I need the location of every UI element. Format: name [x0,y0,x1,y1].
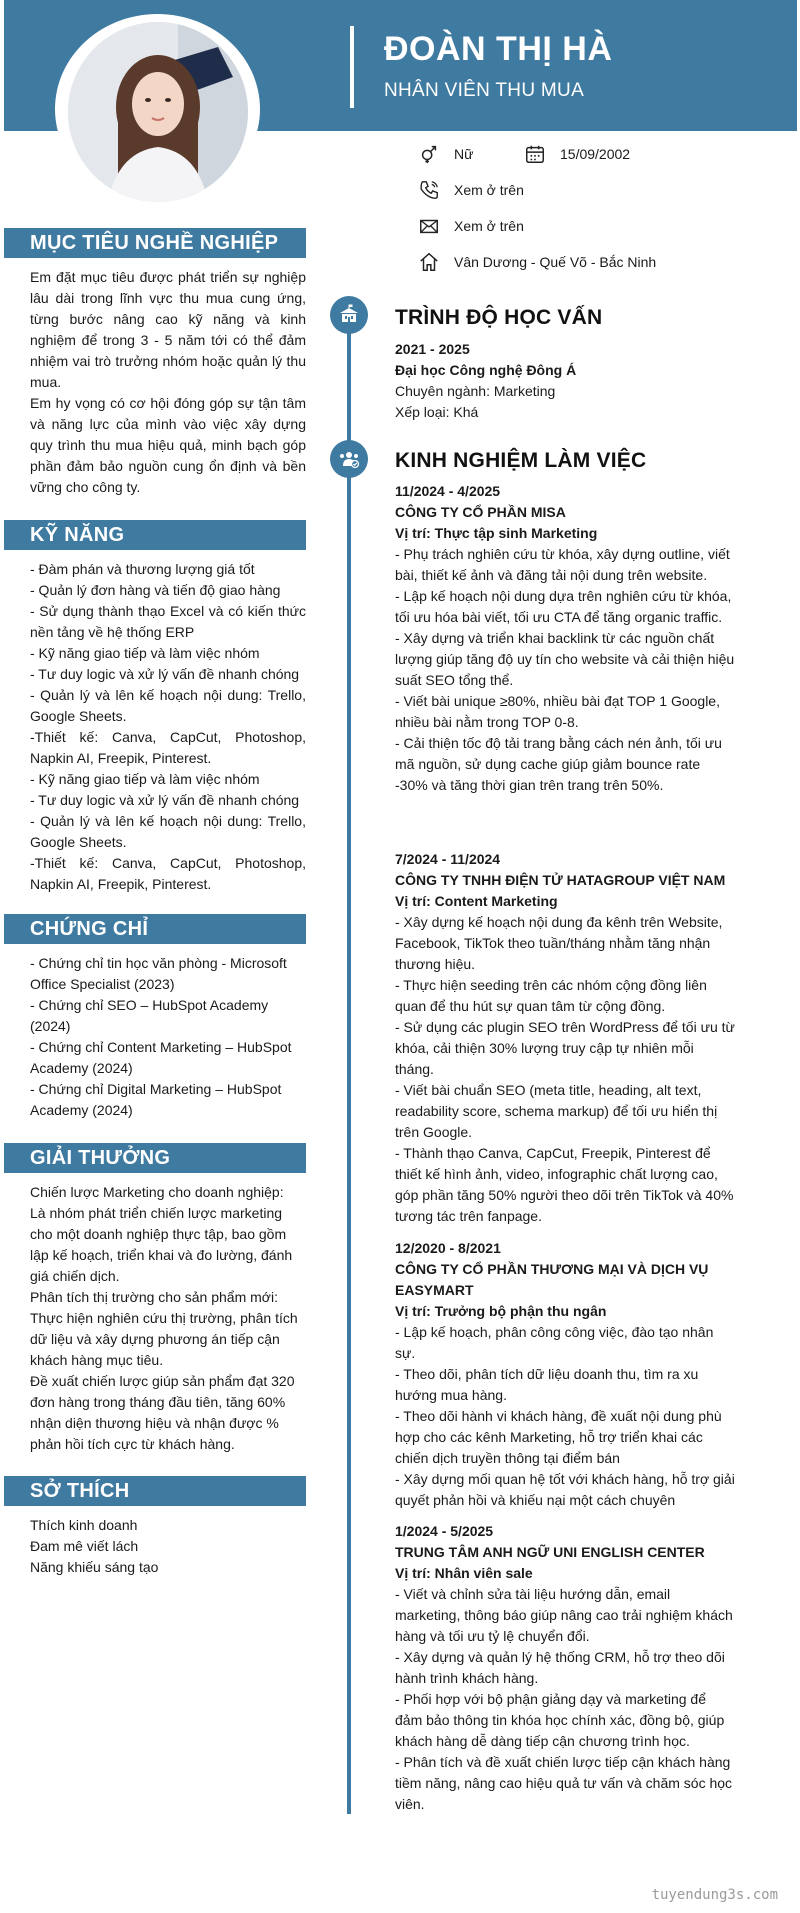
job-position: Vị trí: Nhân viên sale [395,1565,533,1581]
job-company: TRUNG TÂM ANH NGỮ UNI ENGLISH CENTER [395,1544,705,1560]
avatar [68,22,248,202]
hobbies-heading: SỞ THÍCH [4,1476,306,1506]
job-bullet: - Phân tích và đề xuất chiến lược tiếp cận khách hàng tiềm năng, nâng cao hiệu quả tư vấn và chăm sóc học viên. [395,1754,733,1812]
job-bullet: - Phối hợp với bộ phận giảng dạy và marketing để đảm bảo thông tin khóa học chính xác, đồng bộ, giúp khách hàng dễ dàng tiếp cận chương trình học. [395,1691,725,1749]
calendar-icon [524,143,546,165]
certificates-list [30,953,306,1121]
timeline-line [347,302,351,1814]
education-period: 2021 - 2025 [395,341,470,357]
skill-item: - Sử dụng thành thạo Excel và có kiến thức nền tảng về hệ thống ERP [30,603,306,640]
certificate-item: - Chứng chỉ Content Marketing – HubSpot Academy (2024) [30,1039,292,1076]
certificate-item: - Chứng chỉ SEO – HubSpot Academy (2024) [30,997,269,1034]
education-entry [395,339,735,423]
award-line: Thực hiện nghiên cứu thị trường, phân tích dữ liệu và xây dựng phương án tiếp cận khách hàng mục tiêu. [30,1310,298,1368]
job-bullet: - Theo dõi, phân tích dữ liệu doanh thu, tìm ra xu hướng mua hàng. [395,1366,699,1403]
team-icon [337,447,361,471]
award-line: Phân tích thị trường cho sản phẩm mới: [30,1289,278,1305]
candidate-name: ĐOÀN THỊ HÀ [384,30,613,68]
experience-heading: KINH NGHIỆM LÀM VIỆC [395,449,647,472]
skill-item: -Thiết kế: Canva, CapCut, Photoshop, Napkin AI, Freepik, Pinterest. [30,855,306,892]
certificate-item: - Chứng chỉ tin học văn phòng - Microsoft Office Specialist (2023) [30,955,287,992]
awards-text [30,1182,306,1455]
job-period: 11/2024 - 4/2025 [395,483,501,499]
phone-text: Xem ở trên [454,182,524,198]
email-icon [418,215,440,237]
contact-phone [418,179,524,201]
header-divider [350,26,354,108]
job-company: CÔNG TY TNHH ĐIỆN TỬ HATAGROUP VIỆT NAM [395,872,726,888]
job-entry [395,1238,735,1511]
objective-heading: MỤC TIÊU NGHỀ NGHIỆP [4,228,306,258]
objective-text [30,267,306,498]
job-position: Vị trí: Content Marketing [395,893,558,909]
experience-badge [330,440,368,478]
job-bullet: - Xây dựng mối quan hệ tốt với khách hàng, hỗ trợ giải quyết phản hồi và khiếu nại một cách chuyên [395,1471,735,1508]
hobby-item: Đam mê viết lách [30,1538,139,1554]
education-badge [330,296,368,334]
job-bullet: - Phụ trách nghiên cứu từ khóa, xây dựng outline, viết bài, thiết kế ảnh và đăng tải nội dung trên website. [395,546,730,583]
skill-item: - Kỹ năng giao tiếp và làm việc nhóm [30,771,260,787]
avatar-portrait-icon [68,22,248,202]
skill-item: - Quản lý và lên kế hoạch nội dung: Trello, Google Sheets. [30,687,306,724]
contact-gender [418,143,473,165]
watermark: tuyendung3s.com [651,1887,778,1903]
hobby-item: Năng khiếu sáng tạo [30,1559,159,1575]
job-bullet: - Sử dụng các plugin SEO trên WordPress để tối ưu từ khóa, cải thiện 30% lượng truy cập tự nhiên mỗi tháng. [395,1019,735,1077]
skill-item: -Thiết kế: Canva, CapCut, Photoshop, Napkin AI, Freepik, Pinterest. [30,729,306,766]
job-bullet: - Viết bài unique ≥80%, nhiều bài đạt TOP 1 Google, nhiều bài nằm trong TOP 0-8. [395,693,720,730]
job-entry [395,849,735,1227]
job-bullet: - Lập kế hoạch, phân công công việc, đào tạo nhân sự. [395,1324,714,1361]
education-heading: TRÌNH ĐỘ HỌC VẤN [395,306,603,329]
gender-text: Nữ [454,146,474,162]
job-bullet: - Viết bài chuẩn SEO (meta title, heading, alt text, readability score, schema markup) để tối ưu hiển thị trên Google. [395,1082,718,1140]
job-bullet: - Thực hiện seeding trên các nhóm cộng đồng liên quan để thu hút sự quan tâm từ cộng đồng. [395,977,707,1014]
job-bullet: - Xây dựng và quản lý hệ thống CRM, hỗ trợ theo dõi hành trình khách hàng. [395,1649,725,1686]
objective-paragraph-1: Em đặt mục tiêu được phát triển sự nghiệp lâu dài trong lĩnh vực thu mua cung ứng, từng bước nâng cao kỹ năng và kinh nghiệm để trong 3 - 5 năm tới có thể đảm nhiệm vai trò trưởng nhóm hoặc quản lý thu mua. [30,269,306,390]
address-text: Vân Dương - Quế Võ - Bắc Ninh [454,254,657,270]
skills-list [30,559,306,895]
skill-item: - Kỹ năng giao tiếp và làm việc nhóm [30,645,260,661]
award-line: Đề xuất chiến lược giúp sản phẩm đạt 320 đơn hàng trong tháng đầu tiên, tăng 60% nhận diện thương hiệu và nhận được % phản hồi tích cực từ khách hàng. [30,1373,295,1452]
awards-heading: GIẢI THƯỞNG [4,1143,306,1173]
job-bullet: - Theo dõi hành vi khách hàng, đề xuất nội dung phù hợp cho các kênh Marketing, hỗ trợ triển khai các chiến dịch truyền thông tại điểm bán [395,1408,722,1466]
job-position: Vị trí: Trưởng bộ phận thu ngân [395,1303,607,1319]
skill-item: - Quản lý và lên kế hoạch nội dung: Trello, Google Sheets. [30,813,306,850]
candidate-job-title: NHÂN VIÊN THU MUA [384,80,585,101]
job-company: CÔNG TY CỔ PHẦN THƯƠNG MẠI VÀ DỊCH VỤ EASYMART [395,1261,709,1298]
skills-heading: KỸ NĂNG [4,520,306,550]
birthday-text: 15/09/2002 [560,146,631,162]
education-school: Đại học Công nghệ Đông Á [395,362,577,378]
job-period: 1/2024 - 5/2025 [395,1523,494,1539]
hobby-item: Thích kinh doanh [30,1517,138,1533]
job-entry [395,481,735,796]
job-bullet: - Viết và chỉnh sửa tài liệu hướng dẫn, email marketing, thông báo giúp nâng cao trải nghiệm khách hàng và tối ưu tỷ lệ chuyển đổi. [395,1586,733,1644]
job-bullet: - Cải thiện tốc độ tải trang bằng cách nén ảnh, tối ưu mã nguồn, sử dụng cache giúp giảm bounce rate -30% và tăng thời gian trên trang trên 50%. [395,735,722,793]
job-position: Vị trí: Thực tập sinh Marketing [395,525,598,541]
skill-item: - Đàm phán và thương lượng giá tốt [30,561,255,577]
contact-birthday [524,143,630,165]
education-major: Chuyên ngành: Marketing [395,383,556,399]
objective-paragraph-2: Em hy vọng có cơ hội đóng góp sự tận tâm và năng lực của mình vào việc xây dựng quy trình thu mua hiệu quả, minh bạch góp phần đảm bảo nguồn cung ổn định và bền vững cho công ty. [30,395,306,495]
home-icon [418,251,440,273]
job-company: CÔNG TY CỔ PHẦN MISA [395,504,566,520]
certificates-heading: CHỨNG CHỈ [4,914,306,944]
job-period: 7/2024 - 11/2024 [395,851,501,867]
job-entry [395,1521,735,1815]
award-line: Là nhóm phát triển chiến lược marketing cho một doanh nghiệp thực tập, bao gồm lập kế hoạch, triển khai và đo lường, đánh giá chiến dịch. [30,1205,293,1284]
contact-address [418,251,656,273]
contact-email [418,215,524,237]
skill-item: - Tư duy logic và xử lý vấn đề nhanh chóng [30,792,300,808]
job-period: 12/2020 - 8/2021 [395,1240,501,1256]
gender-icon [418,143,440,165]
job-bullet: - Lập kế hoạch nội dung dựa trên nghiên cứu từ khóa, tối ưu hóa bài viết, tối ưu CTA để tăng organic traffic. [395,588,732,625]
certificate-item: - Chứng chỉ Digital Marketing – HubSpot Academy (2024) [30,1081,282,1118]
award-line: Chiến lược Marketing cho doanh nghiệp: [30,1184,284,1200]
phone-icon [418,179,440,201]
skill-item: - Tư duy logic và xử lý vấn đề nhanh chóng [30,666,300,682]
job-bullet: - Xây dựng và triển khai backlink từ các nguồn chất lượng giúp tăng độ uy tín cho website và cải thiện hiệu suất SEO tổng thể. [395,630,735,688]
job-bullet: - Xây dựng kế hoạch nội dung đa kênh trên Website, Facebook, TikTok theo tuần/tháng nhằm tăng nhận thương hiệu. [395,914,723,972]
hobbies-list [30,1515,306,1578]
education-grade: Xếp loại: Khá [395,404,479,420]
job-bullet: - Thành thạo Canva, CapCut, Freepik, Pinterest để thiết kế hình ảnh, video, infographic chất lượng cao, góp phần tăng 50% người theo dõi trên TikTok và 40% tương tác trên fanpage. [395,1145,734,1224]
school-icon [337,303,361,327]
skill-item: - Quản lý đơn hàng và tiến độ giao hàng [30,582,281,598]
email-text: Xem ở trên [454,218,524,234]
